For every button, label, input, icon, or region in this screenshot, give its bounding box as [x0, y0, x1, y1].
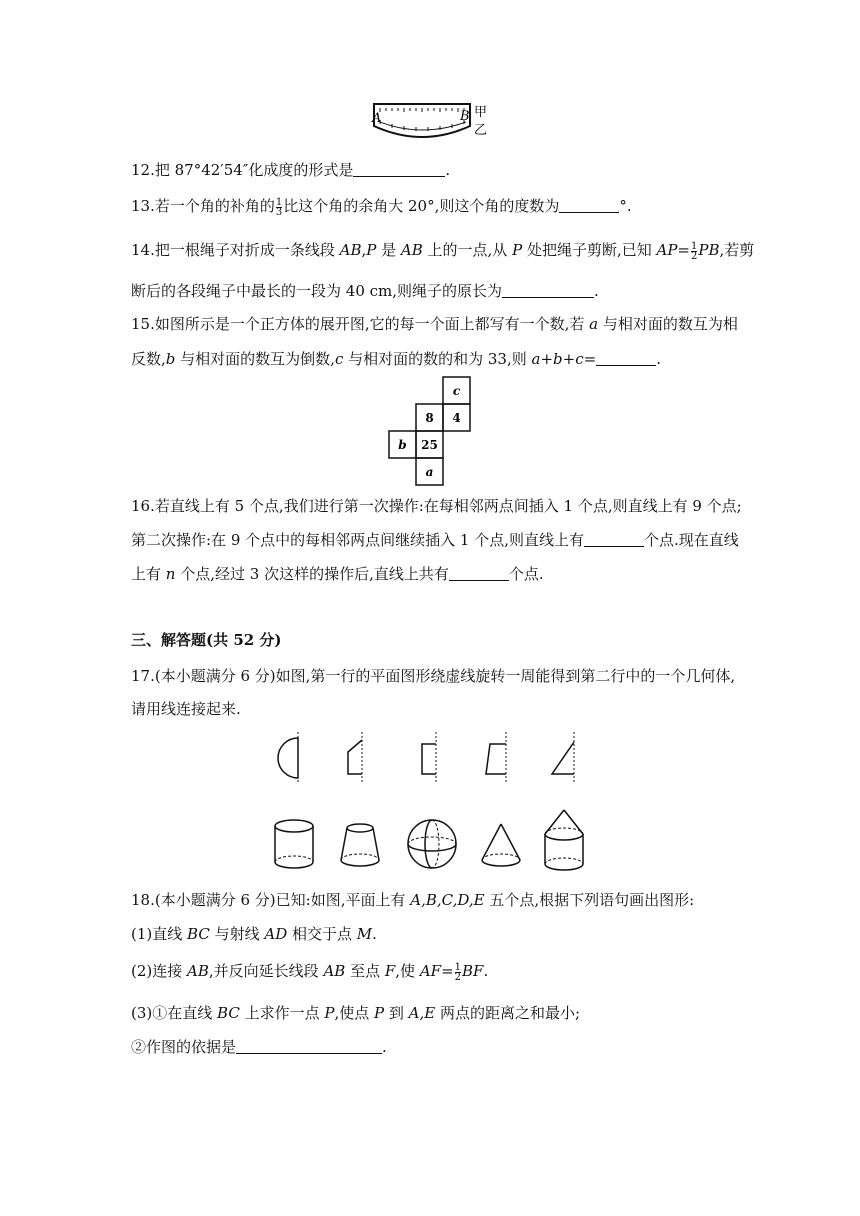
net-face-4: 4 — [452, 411, 461, 425]
label-jia: 甲 — [474, 105, 488, 120]
question-16-line-1: 16.若直线上有 5 个点,我们进行第一次操作:在每相邻两点间插入 1 个点,则直线上有 9 个点; — [131, 497, 742, 515]
fraction-one-half-q18: $\frac{1}{2}$ — [454, 961, 462, 983]
question-17-line-1: 17.(本小题满分 6 分)如图,第一行的平面图形绕虚线旋转一周能得到第二行中的一个几何体, — [131, 667, 736, 685]
answer-blank-14[interactable] — [502, 283, 594, 298]
net-face-8: 8 — [425, 411, 434, 425]
fraction-one-third: $\frac{1}{3}$ — [275, 196, 283, 218]
question-14-line-1: 14.把一根绳子对折成一条线段 AB,P 是 AB 上的一点,从 P 处把绳子剪断,已知 AP= $\frac{1}{2}$ PB,若剪 — [131, 240, 755, 262]
semicircle-shape — [278, 732, 298, 784]
plane-figures-row — [270, 730, 590, 786]
answer-blank-18[interactable] — [236, 1039, 382, 1054]
question-16-line-3: 上有 n 个点,经过 3 次这样的操作后,直线上共有 个点. — [131, 565, 544, 583]
protractor-figure — [366, 100, 496, 142]
answer-blank-15[interactable] — [596, 351, 656, 366]
answer-blank-13[interactable] — [559, 198, 619, 213]
section-3-heading: 三、解答题(共 52 分) — [131, 631, 282, 649]
question-18-part-4: ②作图的依据是 . — [131, 1038, 387, 1056]
sphere-solid — [408, 820, 456, 868]
question-15-line-1: 15.如图所示是一个正方体的展开图,它的每一个面上都写有一个数,若 a 与相对面的数互为相 — [131, 315, 738, 333]
answer-blank-16b[interactable] — [449, 566, 509, 581]
question-18-part-2: (2)连接 AB,并反向延长线段 AB 至点 F,使 AF= $\frac{1}{2}$ BF. — [131, 961, 489, 983]
question-17-line-2: 请用线连接起来. — [131, 700, 241, 718]
cube-net-figure — [387, 376, 477, 486]
triangle-shape — [552, 732, 574, 784]
net-face-a: a — [425, 465, 434, 479]
frustum-solid — [341, 824, 379, 866]
question-16-line-2: 第二次操作:在 9 个点中的每相邻两点间继续插入 1 个点,则直线上有 个点.现在直线 — [131, 531, 739, 549]
cone-solid — [482, 824, 520, 866]
answer-blank-12[interactable] — [353, 162, 445, 177]
trapezoid-shape — [486, 732, 506, 784]
answer-blank-16a[interactable] — [584, 532, 644, 547]
question-12: 12.把 87°42′54″化成度的形式是 . — [131, 161, 451, 179]
solids-row — [268, 806, 588, 872]
label-A: A — [372, 111, 382, 126]
cone-on-cylinder-solid — [545, 810, 583, 870]
question-15-line-2: 反数,b 与相对面的数互为倒数,c 与相对面的数的和为 33,则 a+b+c= . — [131, 350, 661, 368]
fraction-one-half: $\frac{1}{2}$ — [691, 240, 698, 262]
question-18-line-1: 18.(本小题满分 6 分)已知:如图,平面上有 A,B,C,D,E 五个点,根据下列语句画出图形: — [131, 891, 695, 909]
question-18-part-3: (3)①在直线 BC 上求作一点 P,使点 P 到 A,E 两点的距离之和最小; — [131, 1004, 581, 1022]
label-yi: 乙 — [474, 123, 488, 138]
net-face-25: 25 — [421, 438, 438, 452]
net-face-c: c — [452, 384, 461, 398]
label-B: B — [460, 109, 470, 124]
question-18-part-1: (1)直线 BC 与射线 AD 相交于点 M. — [131, 925, 377, 943]
rectangle-shape — [422, 732, 436, 784]
question-14-line-2: 断后的各段绳子中最长的一段为 40 cm,则绳子的原长为 . — [131, 282, 599, 300]
net-face-b: b — [398, 438, 407, 452]
slanted-rectangle-shape — [348, 732, 362, 784]
question-13: 13.若一个角的补角的 $\frac{1}{3}$ 比这个角的余角大 20°,则这个角的度数为 °. — [131, 196, 632, 218]
cylinder-solid — [275, 820, 313, 868]
